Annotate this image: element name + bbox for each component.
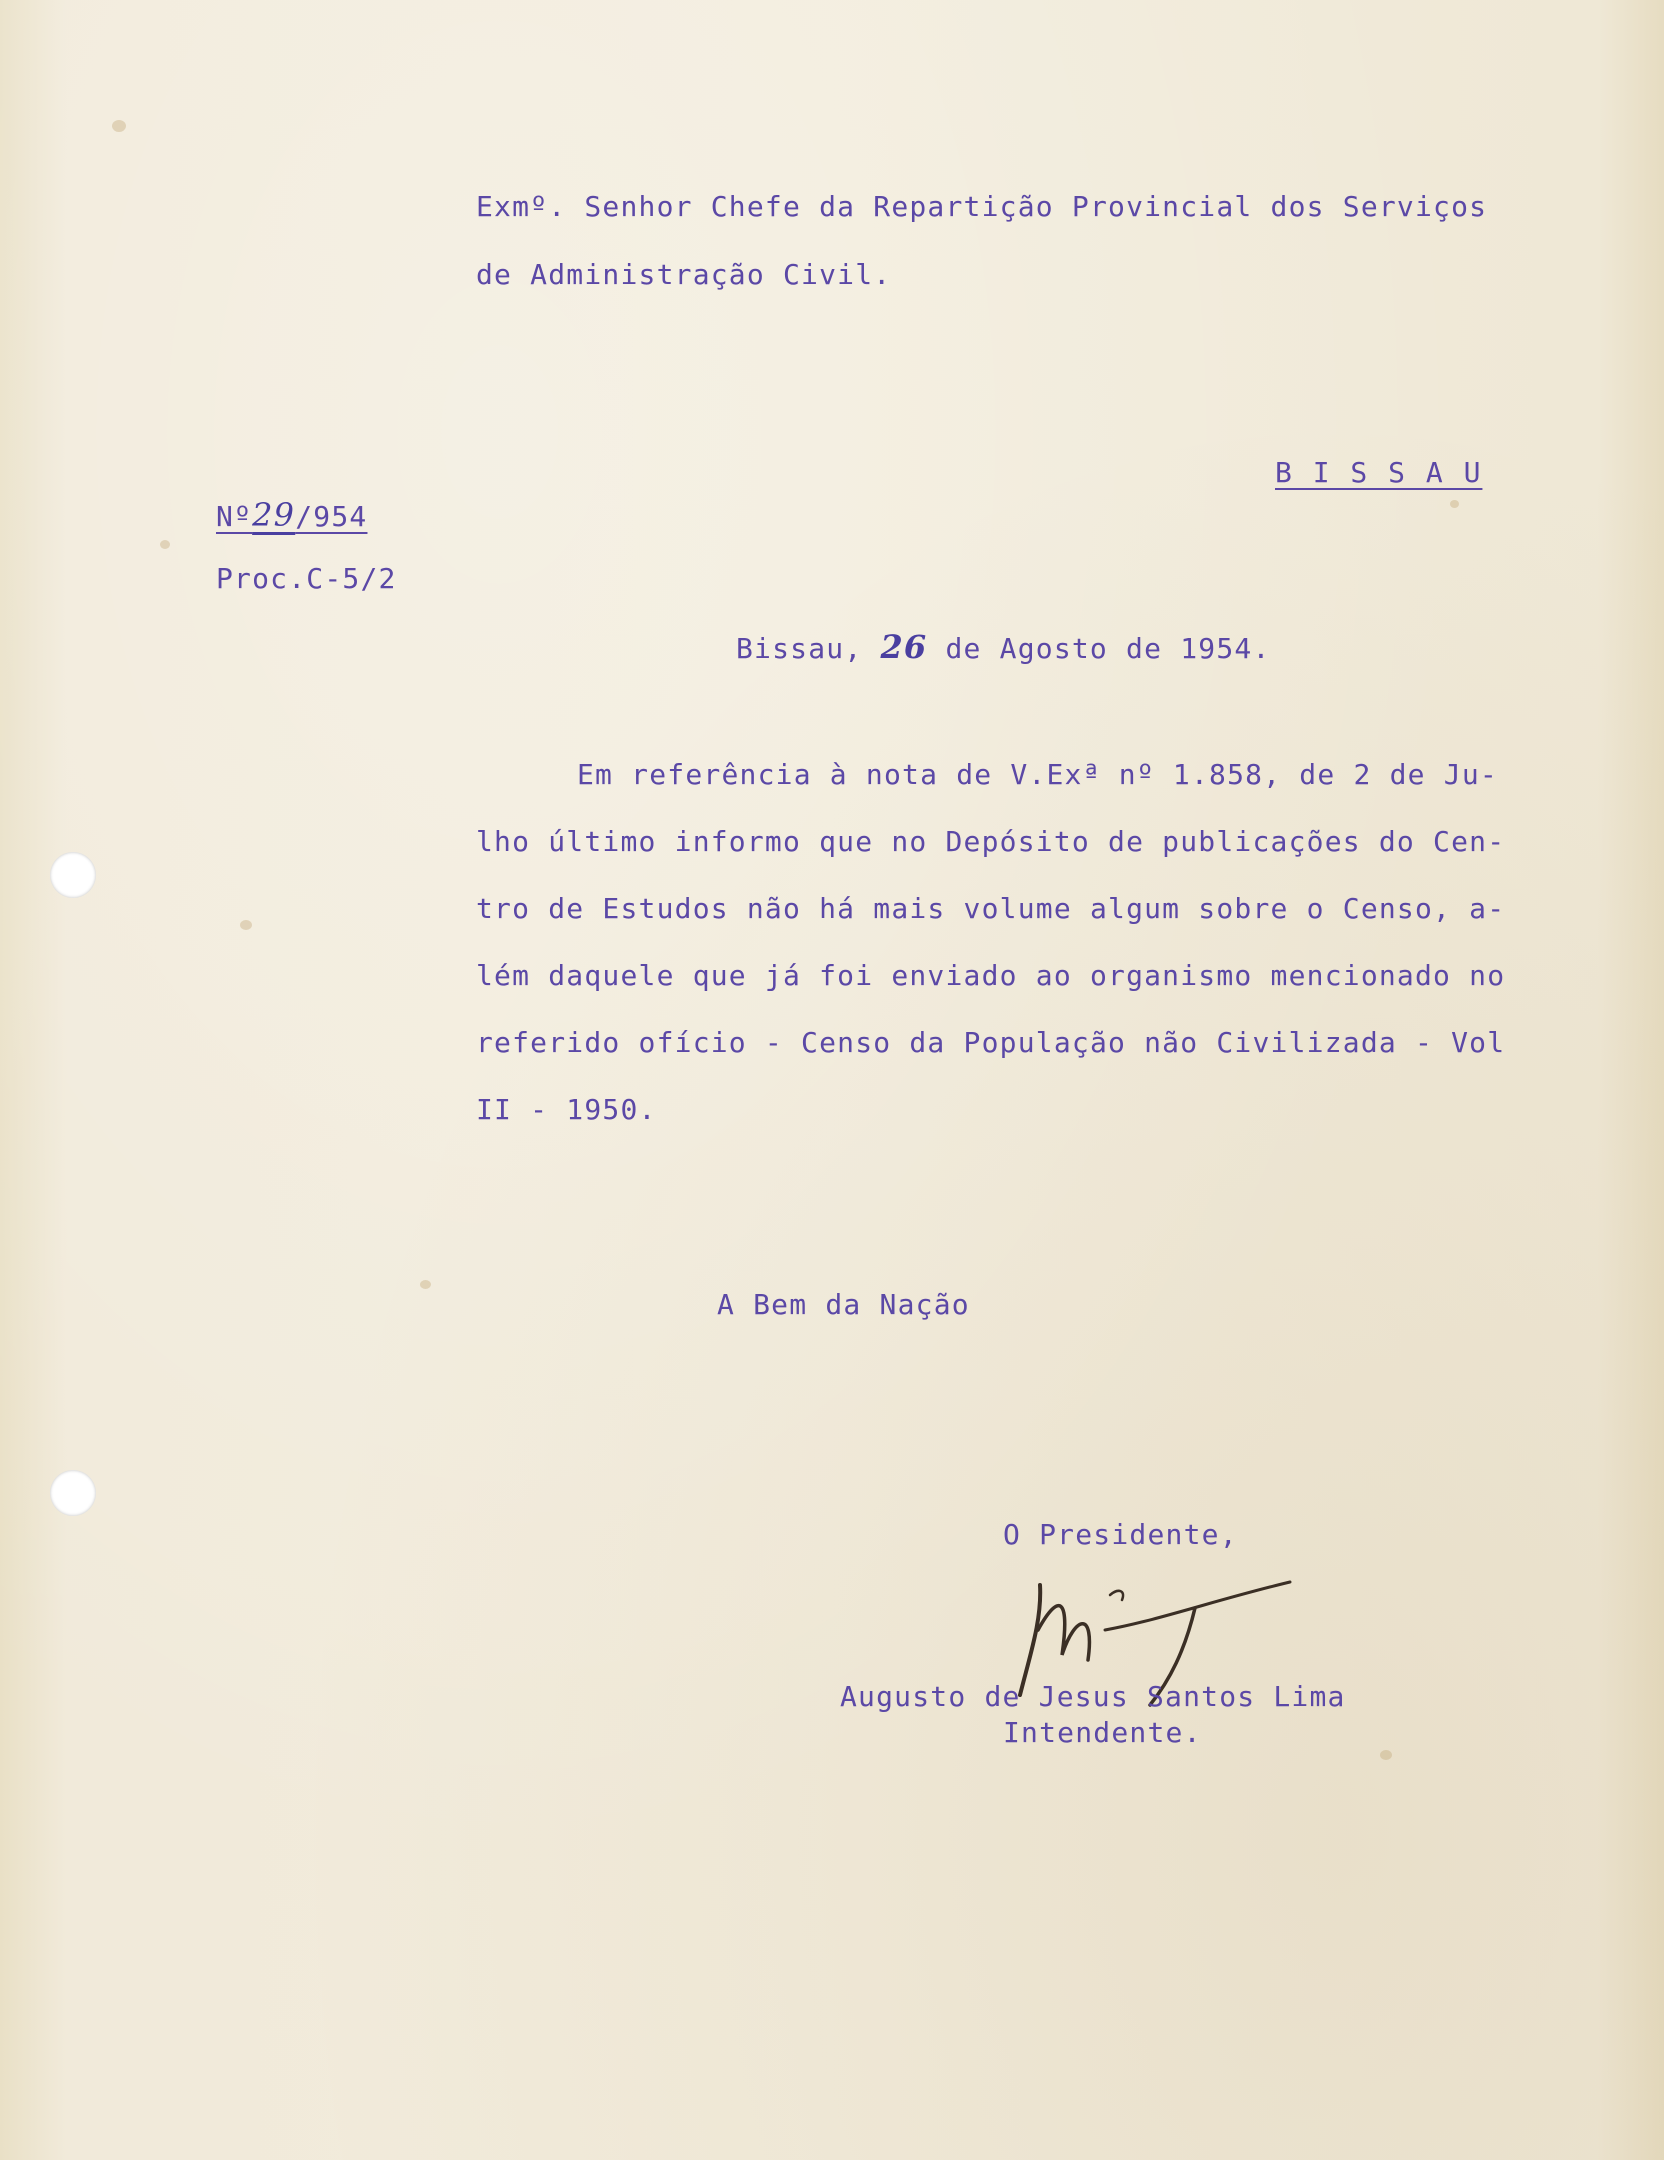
- date-prefix: Bissau,: [736, 632, 863, 665]
- addressee-line-2: de Administração Civil.: [476, 258, 892, 291]
- foxing-spot: [160, 540, 170, 549]
- date-rest: de Agosto de 1954.: [945, 632, 1271, 665]
- body-line: referido ofício - Censo da População não Civilizada - Vol: [476, 1026, 1506, 1059]
- foxing-spot: [420, 1280, 431, 1289]
- body-line: II - 1950.: [476, 1093, 657, 1126]
- reference-number-suffix: /954: [295, 500, 368, 533]
- signatory-name: Augusto de Jesus Santos Lima: [840, 1680, 1346, 1713]
- signatory-title: Intendente.: [1003, 1716, 1202, 1749]
- date-day-handwritten: 26: [880, 628, 928, 666]
- body-line: lém daquele que já foi enviado ao organismo mencionado no: [476, 959, 1506, 992]
- destination-city: B I S S A U: [1275, 456, 1483, 489]
- reference-number: [216, 496, 367, 534]
- body-line: Em referência à nota de V.Exª nº 1.858, de 2 de Ju-: [577, 758, 1498, 791]
- foxing-spot: [1380, 1750, 1392, 1760]
- reference-number-prefix: Nº: [216, 500, 253, 533]
- reference-number-handwritten: 29: [252, 496, 296, 534]
- letter-date: [736, 628, 1271, 666]
- punch-hole-bottom: [50, 1470, 96, 1516]
- body-line: lho último informo que no Depósito de publicações do Cen-: [476, 825, 1506, 858]
- process-number: Proc.C-5/2: [216, 562, 397, 595]
- foxing-spot: [240, 920, 252, 930]
- signatory-role: O Presidente,: [1003, 1518, 1238, 1551]
- body-line: tro de Estudos não há mais volume algum sobre o Censo, a-: [476, 892, 1506, 925]
- addressee-line-1: Exmº. Senhor Chefe da Repartição Provincial dos Serviços: [476, 190, 1488, 223]
- punch-hole-top: [50, 852, 96, 898]
- foxing-spot: [112, 120, 126, 132]
- closing-salutation: A Bem da Nação: [717, 1288, 970, 1321]
- foxing-spot: [1450, 500, 1459, 508]
